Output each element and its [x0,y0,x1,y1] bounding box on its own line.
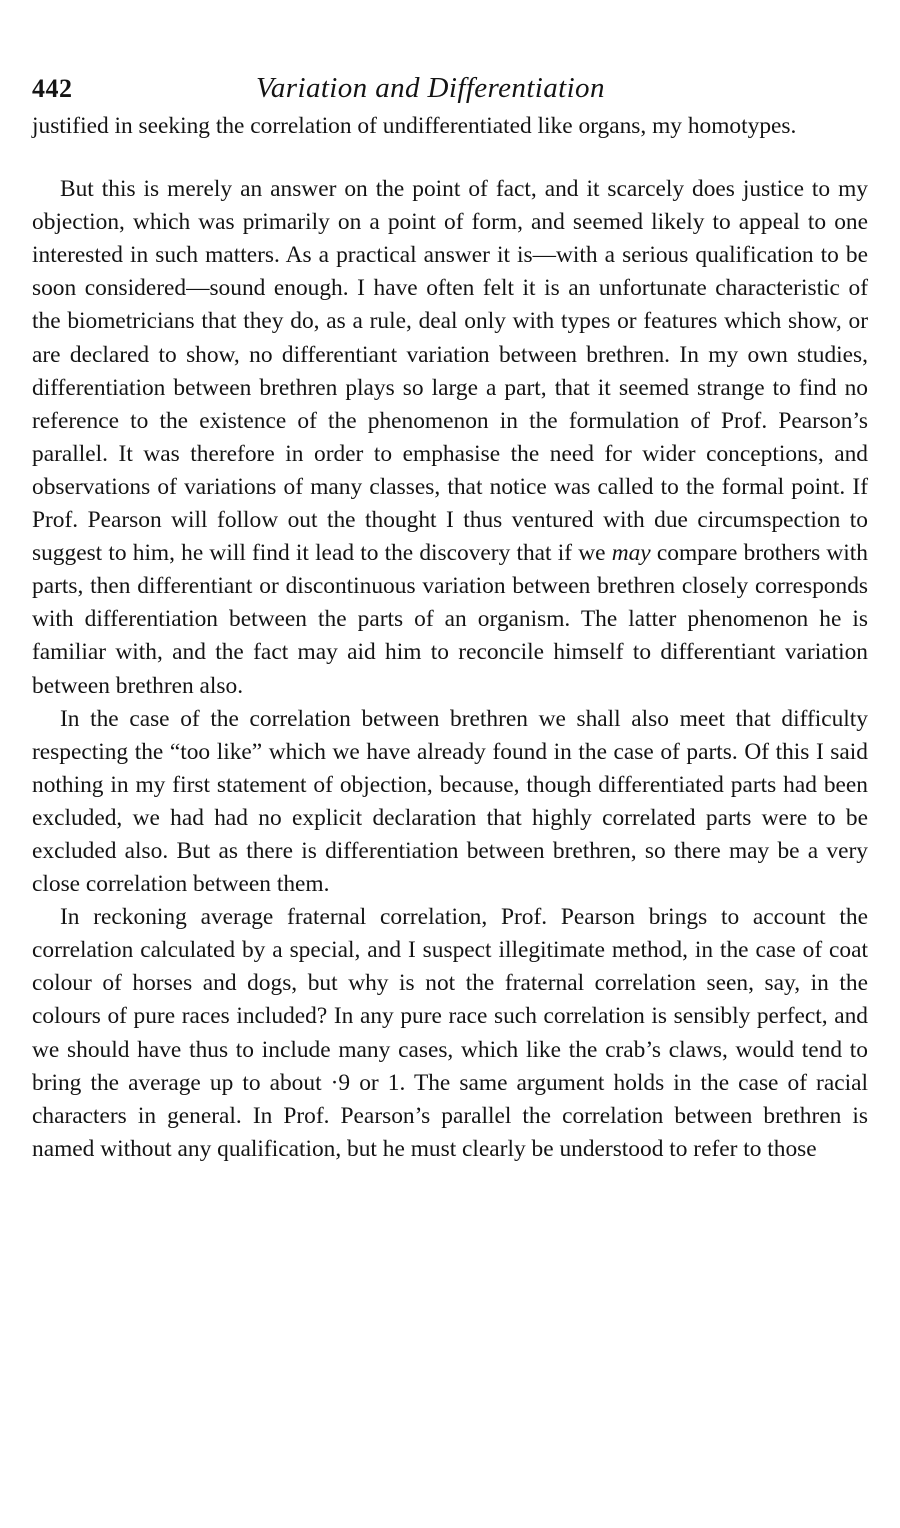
paragraph-3 [32,703,868,902]
page-number: 442 [32,74,73,103]
paragraph-text: But this is merely an answer on the point of fact, and it scarcely does justice to my objection, which was primarily on a point of form, and seemed likely to appeal to one interested in such matters. As a practical answer it is—with a serious qualification to be soon considered—sound enough. I have often felt it is an unfortunate characteristic of the biometricians that they do, as a rule, deal only with types or features which show, or are declared to show, no differentiant variation between brethren. In my own studies, differentiation between brethren plays so large a part, that it seemed strange to find no reference to the existence of the phenomenon in the formulation of Prof. Pearson’s parallel. It was therefore in order to emphasise the need for wider conceptions, and observations of variations of many classes, that notice was called to the formal point. If Prof. Pearson will follow out the thought I thus ventured with due circumspection to suggest to him, he will find it lead to the discovery that if we [32,176,868,567]
paragraph-2 [32,173,868,703]
paragraph-1 [32,110,868,143]
paragraph-4 [32,901,868,1166]
paragraph-text: compare brothers with parts, then differentiant or discontinuous variation between brethren closely corresponds with differentiation between the parts of an organism. The latter phenomenon he is familiar with, and the fact may aid him to reconcile himself to differentiant variation between brethren also. [32,540,868,699]
paragraph-text: In reckoning average fraternal correlation, Prof. Pearson brings to account the correlation calculated by a special, and I suspect illegitimate method, in the case of coat colour of horses and dogs, but why is not the fraternal correlation seen, say, in the colours of pure races included? In any pure race such correlation is sensibly perfect, and we should have thus to include many cases, which like the crab’s claws, would tend to bring the average up to about ·9 or 1. The same argument holds in the case of racial characters in general. In Prof. Pearson’s parallel the correlation between brethren is named without any qualification, but he must clearly be understood to refer to those [32,904,868,1162]
running-title: Variation and Differentiation [256,72,605,104]
running-head [32,62,868,110]
paragraph-text: In the case of the correlation between brethren we shall also meet that difficulty respecting the “too like” which we have already found in the case of parts. Of this I said nothing in my first statement of objection, because, though differentiated parts had been excluded, we had had no explicit declaration that highly correlated parts were to be excluded also. But as there is differentiation between brethren, so there may be a very close correlation between them. [32,705,868,898]
paragraph-text: justified in seeking the correlation of undifferentiated like organs, my homotypes. [32,113,797,139]
emphasis-may: may [611,540,651,567]
book-page [32,62,868,1166]
